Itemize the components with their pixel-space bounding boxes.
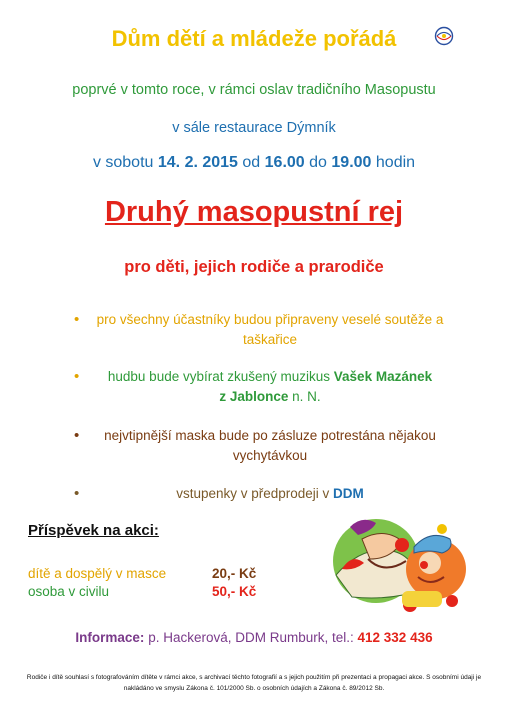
phone-number: 412 332 436 bbox=[357, 630, 433, 645]
start-time: 16.00 bbox=[264, 154, 305, 171]
venue-line: v sále restaurace Dýmník bbox=[172, 120, 336, 136]
bullet-item bbox=[70, 310, 470, 350]
event-audience: pro děti, jejich rodiče a prarodiče bbox=[124, 258, 384, 276]
bullet-dot-icon: • bbox=[74, 485, 80, 502]
bullet-dot-icon: • bbox=[74, 427, 80, 444]
info-label: Informace: bbox=[75, 630, 145, 645]
price-row-label: osoba v civilu bbox=[28, 584, 110, 599]
info-text: p. Hackerová, DDM Rumburk, tel.: bbox=[148, 630, 354, 645]
musician-place-suffix: n. N. bbox=[292, 389, 321, 404]
bullet-item bbox=[70, 426, 470, 466]
poster-title: Dům dětí a mládeže pořádá bbox=[111, 26, 397, 51]
contact-info bbox=[0, 630, 508, 645]
clown-illustration bbox=[332, 505, 470, 617]
contribution-heading: Příspěvek na akci: bbox=[28, 522, 159, 539]
musician-name: Vašek Mazánek bbox=[333, 369, 433, 384]
price-row-value: 20,- Kč bbox=[212, 566, 257, 581]
bullet-dot-icon: • bbox=[74, 311, 80, 328]
bullet-item bbox=[70, 484, 470, 504]
date-line bbox=[0, 154, 508, 172]
bullet-text: hudbu bude vybírat zkušený muzikus bbox=[107, 369, 331, 384]
ticket-org: DDM bbox=[333, 486, 364, 501]
bullet-text: pro všechny účastníky budou připraveny veselé soutěže a taškařice bbox=[96, 312, 444, 347]
bullet-text: vstupenky v předprodeji v bbox=[176, 486, 330, 501]
date-from: od bbox=[242, 154, 261, 171]
bullet-item bbox=[70, 367, 470, 407]
ddm-logo-icon bbox=[434, 26, 454, 46]
event-name: Druhý masopustní rej bbox=[104, 196, 404, 228]
occasion-line: poprvé v tomto roce, v rámci oslav tradičního Masopustu bbox=[72, 82, 436, 98]
consent-footer: Rodiče i dítě souhlasí s fotografováním dítěte v rámci akce, s archivací těchto fotografií a s jejich použitím při prezentaci a propagaci akce. S osobními údaji je nakládáno ve smyslu Zákona č. 101/2000 Sb. o osobních údajích a Zákona č. 89/2012 Sb. bbox=[26, 674, 482, 692]
date-suffix: hodin bbox=[375, 154, 416, 171]
musician-place: z Jablonce bbox=[219, 389, 289, 404]
price-row-label: dítě a dospělý v masce bbox=[28, 566, 167, 581]
end-time: 19.00 bbox=[331, 154, 372, 171]
bullet-dot-icon: • bbox=[74, 368, 80, 385]
bullet-text: nejvtipnější maska bude po zásluze potrestána nějakou vychytávkou bbox=[104, 428, 436, 463]
event-date: 14. 2. 2015 bbox=[157, 154, 238, 171]
price-row-value: 50,- Kč bbox=[212, 584, 257, 599]
date-to: do bbox=[309, 154, 327, 171]
date-prefix: v sobotu bbox=[92, 154, 154, 171]
